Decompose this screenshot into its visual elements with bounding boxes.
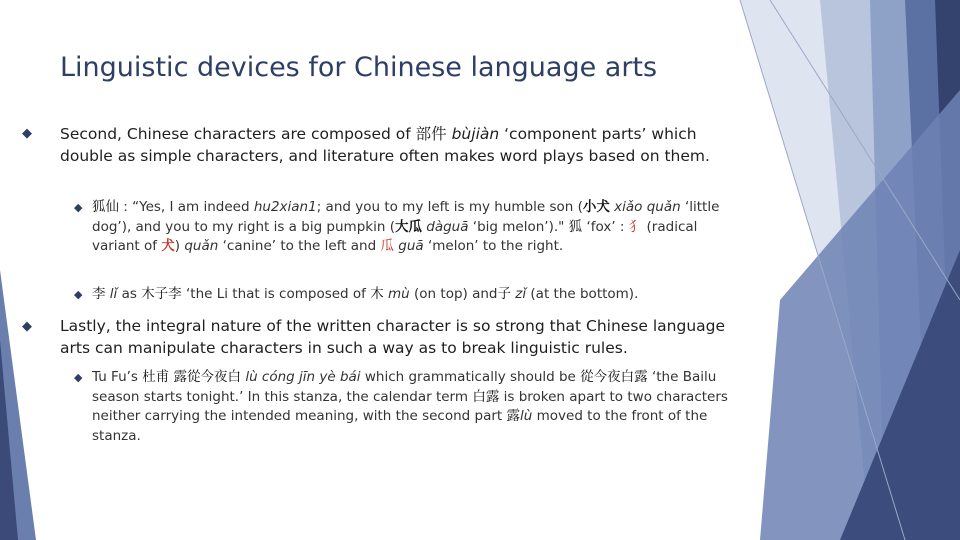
pinyin: quǎn — [184, 238, 219, 254]
bullet-text: : “Yes, I am indeed — [119, 199, 254, 215]
chinese-term: 木 — [370, 286, 384, 302]
pinyin: lù cóng jīn yè bái — [241, 369, 361, 385]
chinese-term: 露 — [506, 408, 521, 424]
pinyin: zǐ — [510, 286, 527, 302]
diamond-bullet-icon: ◆ — [22, 319, 32, 334]
sub-bullet-fox — [92, 198, 732, 257]
chinese-term: 子 — [497, 286, 511, 302]
diamond-bullet-icon: ◆ — [74, 201, 83, 214]
bullet-text: as — [117, 286, 142, 302]
chinese-term-red: 瓜 — [380, 238, 394, 254]
bullet-text: Tu Fu’s — [92, 369, 143, 385]
chinese-term: 狐 — [568, 218, 583, 235]
sub-bullet-tu-fu — [92, 368, 732, 446]
bullet-text: which grammatically should be — [360, 369, 581, 385]
slide-title: Linguistic devices for Chinese language arts — [60, 52, 658, 83]
bullet-text: ‘fox’ : — [582, 218, 629, 235]
chinese-term: 從今夜白露 — [580, 369, 648, 385]
bullet-text: ) — [174, 238, 185, 254]
chinese-term: 杜甫 — [142, 369, 170, 385]
chinese-term: 部件 — [415, 125, 447, 143]
bullet-text: moved to the front of the stanza. — [92, 408, 708, 444]
sub-bullet-li — [92, 285, 732, 305]
bullet-text: ‘the Li that is composed of — [181, 286, 371, 302]
chinese-term: 木子李 — [141, 286, 182, 302]
pinyin: xiǎo quǎn — [609, 199, 681, 215]
bullet-integral-nature — [60, 315, 750, 359]
chinese-term: 狐仙 — [92, 199, 119, 215]
diamond-bullet-icon: ◆ — [74, 288, 83, 301]
pinyin: bùjiàn — [451, 125, 500, 143]
pinyin: guā — [393, 238, 424, 254]
bullet-text: ‘little dog’), and you to my right is a big pumpkin ( — [92, 199, 720, 235]
bullet-components — [60, 123, 740, 167]
pinyin: lǐ — [105, 286, 118, 302]
chinese-term-red: 犬 — [161, 238, 175, 254]
chinese-radical-red: 犭 — [628, 218, 643, 235]
bullet-text: ‘big melon’)." — [468, 218, 569, 235]
bullet-text: (on top) and — [409, 286, 498, 302]
bullet-text: (radical variant of — [92, 218, 698, 254]
diamond-bullet-icon: ◆ — [22, 126, 32, 141]
bullet-text: ‘the Bailu season starts tonight.’ In this stanza, the calendar term — [92, 369, 717, 405]
diamond-bullet-icon: ◆ — [74, 371, 83, 384]
bullet-text: ‘component parts’ which double as simple characters, and literature often makes word plays based on them. — [60, 125, 710, 165]
bullet-text: Lastly, the integral nature of the written character is so strong that Chinese language arts can manipulate characters in such a way as to break linguistic rules. — [60, 317, 726, 357]
chinese-term: 小犬 — [582, 199, 610, 215]
chinese-term: 白露 — [472, 388, 500, 405]
bullet-text: ‘melon’ to the right. — [423, 238, 564, 254]
pinyin: hu2xian1 — [253, 199, 317, 215]
pinyin: lù — [520, 408, 533, 424]
chinese-term: 大瓜 — [394, 218, 422, 235]
pinyin: mù — [383, 286, 410, 302]
bullet-text: ‘canine’ to the left and — [218, 238, 381, 254]
chinese-term: 露從今夜白 — [169, 369, 242, 385]
bullet-text: (at the bottom). — [526, 286, 639, 302]
bullet-text: ; and you to my left is my humble son ( — [316, 199, 583, 215]
chinese-term: 李 — [92, 286, 106, 302]
pinyin: dàguā — [421, 218, 469, 235]
bullet-text: Second, Chinese characters are composed of — [60, 125, 416, 143]
bullet-text: is broken apart to two characters neither carrying the intended meaning, with the second part — [92, 388, 728, 424]
